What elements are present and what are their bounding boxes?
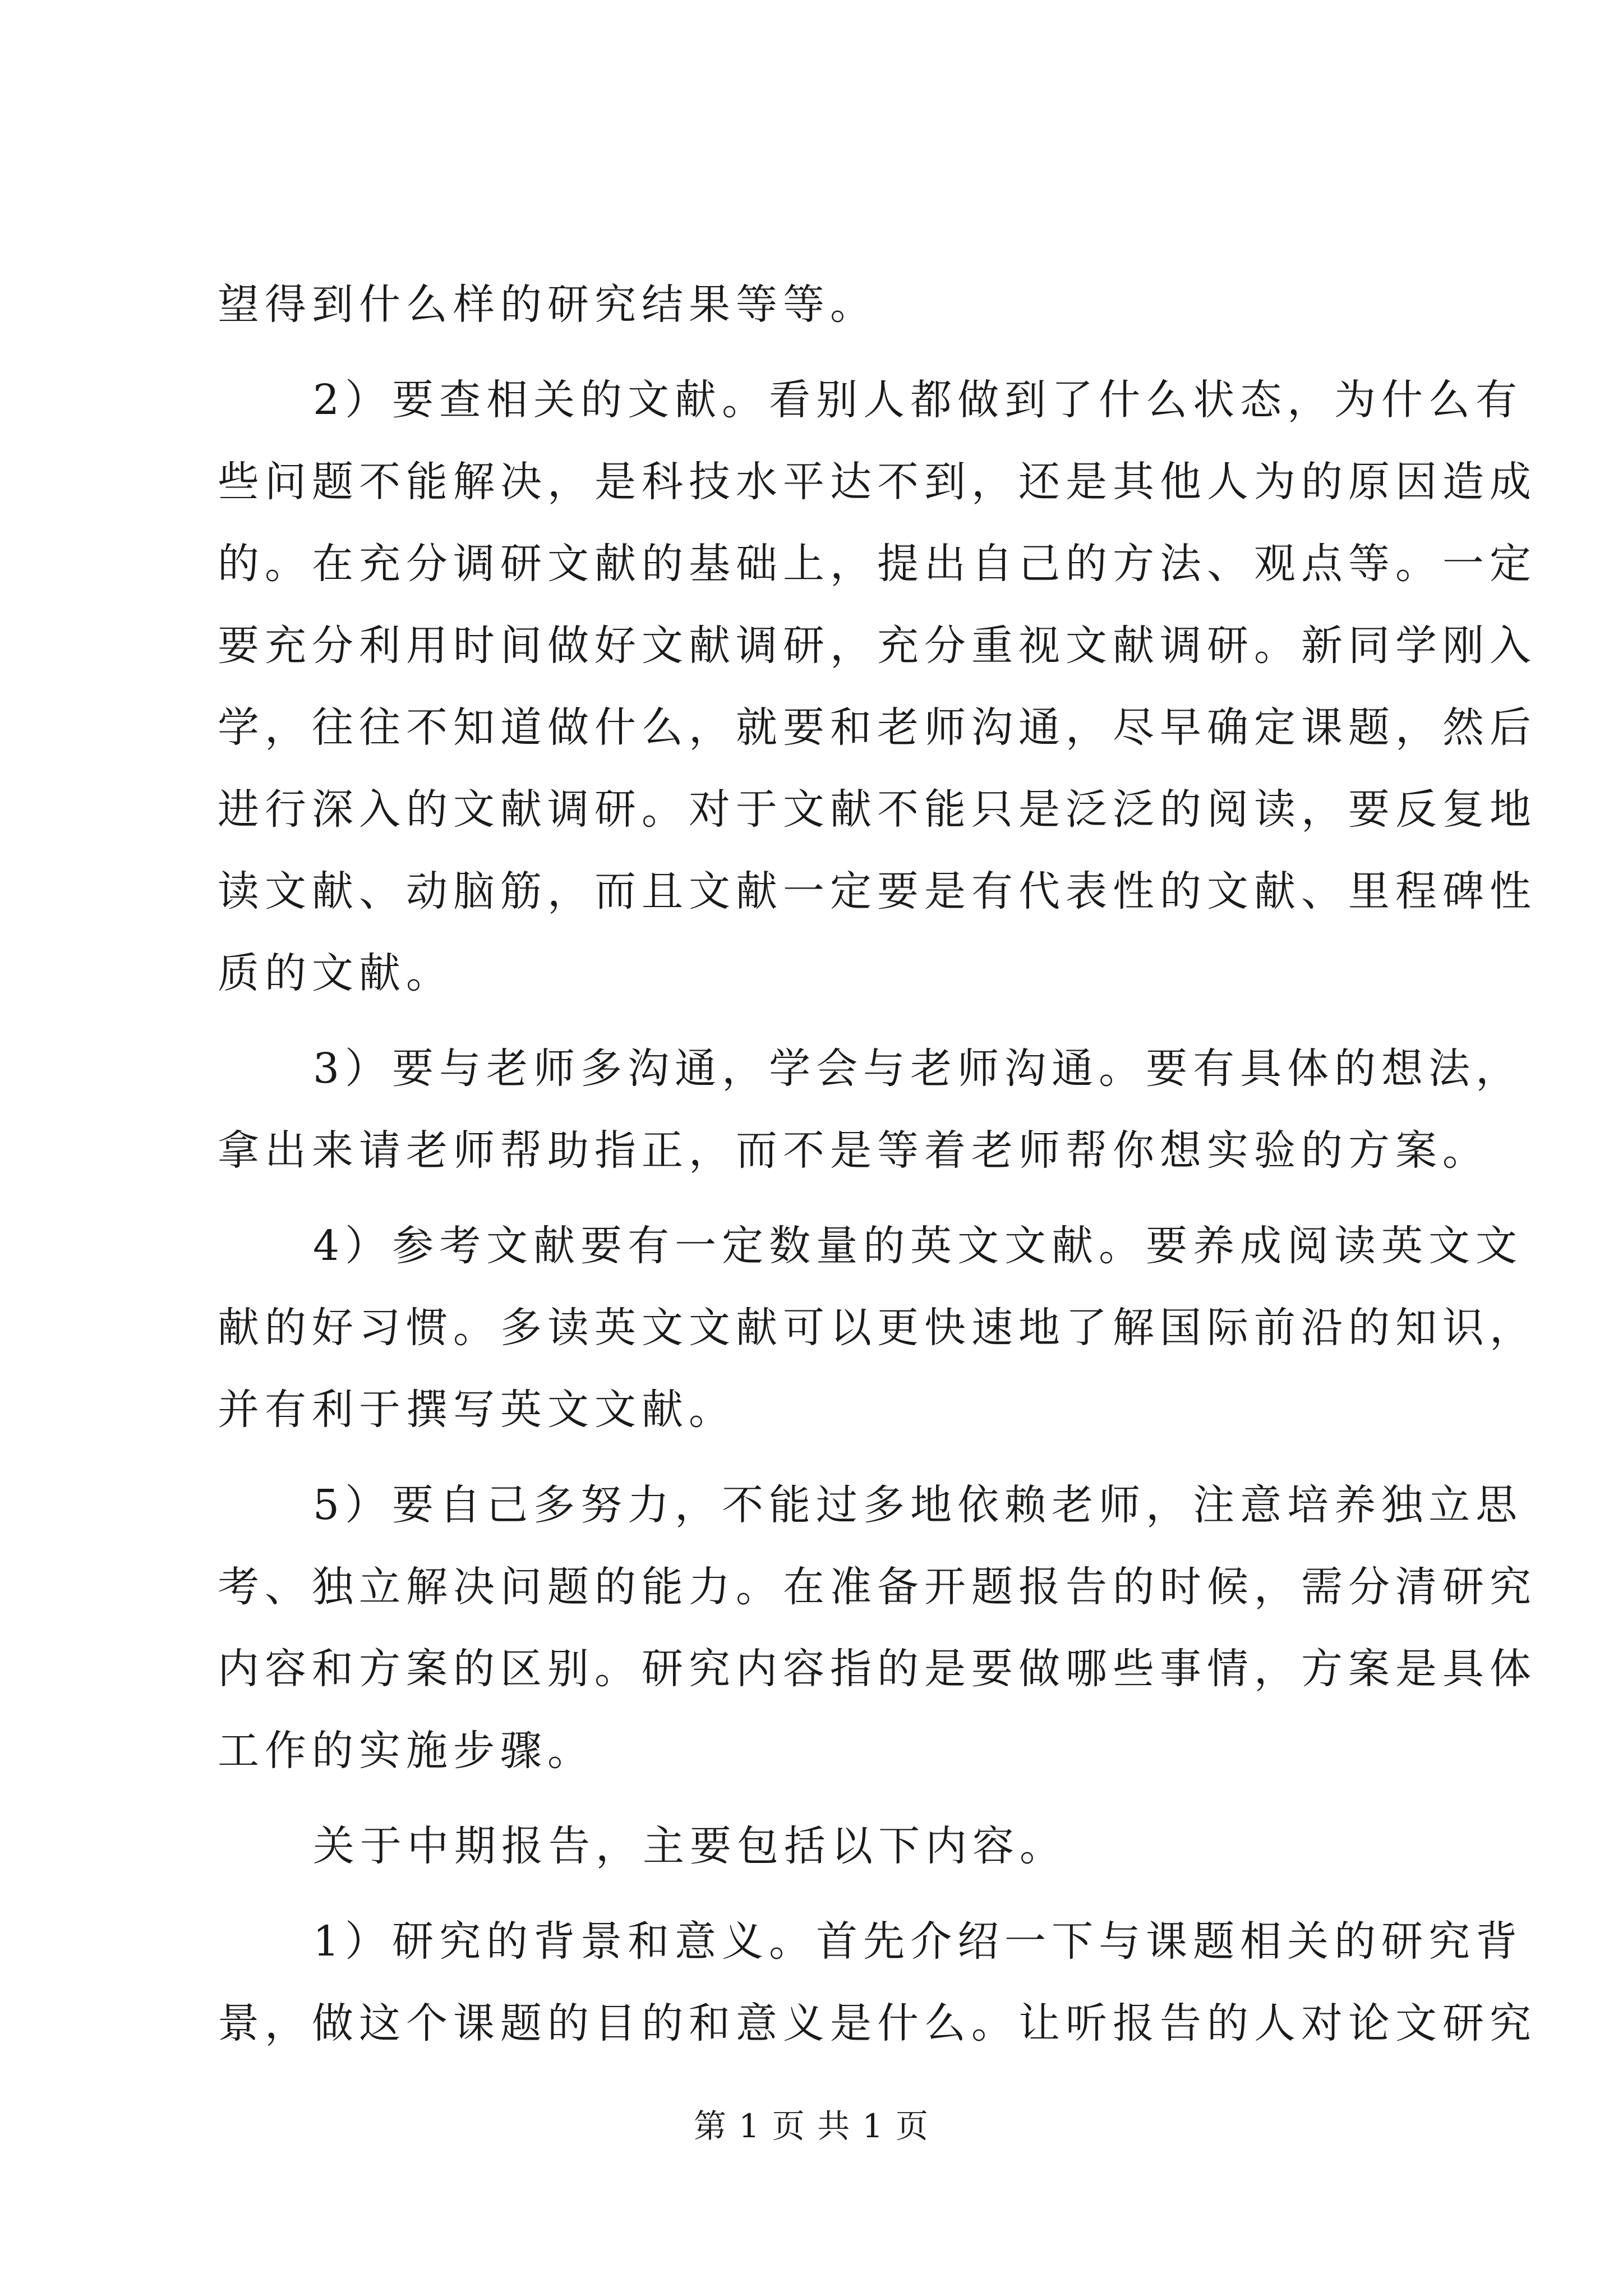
text-line: 读文献、动脑筋，而且文献一定要是有代表性的文献、里程碑性 — [218, 867, 1537, 915]
document-body — [218, 264, 1537, 2064]
text-line: 的。在充分调研文献的基础上，提出自己的方法、观点等。一定 — [218, 540, 1537, 588]
text-line: 景，做这个课题的目的和意义是什么。让听报告的人对论文研究 — [218, 1999, 1537, 2047]
text-line: 并有利于撰写英文文献。 — [218, 1386, 736, 1434]
text-line: 望得到什么样的研究结果等等。 — [218, 280, 877, 329]
text-line: 1）研究的背景和意义。首先介绍一下与课题相关的研究背 — [313, 1917, 1523, 1966]
text-line: 献的好习惯。多读英文文献可以更快速地了解国际前沿的知识， — [218, 1304, 1537, 1352]
text-line: 拿出来请老师帮助指正，而不是等着老师帮你想实验的方案。 — [218, 1126, 1490, 1175]
text-line: 要充分利用时间做好文献调研，充分重视文献调研。新同学刚入 — [218, 622, 1537, 670]
text-line: 关于中期报告，主要包括以下内容。 — [313, 1822, 1067, 1870]
page-footer: 第 1 页 共 1 页 — [694, 2107, 929, 2145]
text-line: 进行深入的文献调研。对于文献不能只是泛泛的阅读，要反复地 — [218, 785, 1537, 834]
text-line: 考、独立解决问题的能力。在准备开题报告的时候，需分清研究 — [218, 1563, 1537, 1611]
text-line: 学，往往不知道做什么，就要和老师沟通，尽早确定课题，然后 — [218, 703, 1537, 752]
text-line: 些问题不能解决，是科技水平达不到，还是其他人为的原因造成 — [218, 458, 1537, 506]
text-line: 质的文献。 — [218, 949, 453, 997]
text-line: 内容和方案的区别。研究内容指的是要做哪些事情，方案是具体 — [218, 1645, 1537, 1693]
text-line: 3）要与老师多沟通，学会与老师沟通。要有具体的想法， — [313, 1045, 1523, 1093]
text-line: 2）要查相关的文献。看别人都做到了什么状态，为什么有 — [313, 376, 1523, 424]
text-line: 4）参考文献要有一定数量的英文文献。要养成阅读英文文 — [313, 1222, 1523, 1270]
text-line: 工作的实施步骤。 — [218, 1727, 594, 1775]
text-line: 5）要自己多努力，不能过多地依赖老师，注意培养独立思 — [313, 1481, 1523, 1529]
